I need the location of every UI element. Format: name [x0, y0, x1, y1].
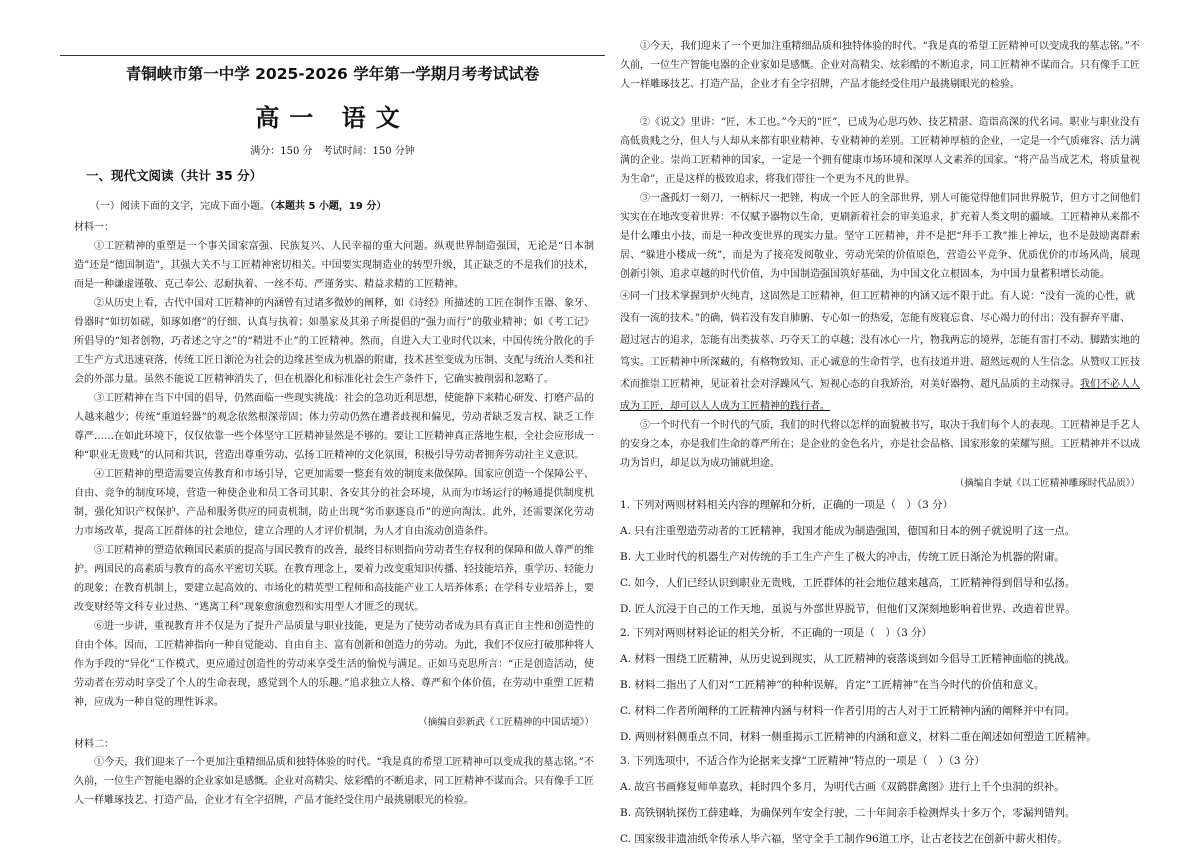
subsection-instruction: （一）阅读下面的文字，完成下面小题。 [90, 201, 270, 212]
subject-title: 高一 语文 [255, 104, 410, 132]
material-two-label: 材料二： [74, 739, 114, 750]
option-b[interactable]: B. 高铁钢轨探伤工薛建峰，为确保列车安全行驶，二十年间亲手检测焊头十多万个，零漏判错判。 [620, 807, 1076, 819]
question-2 [620, 625, 1140, 745]
material-two-paragraph: ②《说文》里讲：“匠，木工也。”今天的“匠”，已成为心思巧妙、技艺精湛、造诣高深的代名词。职业与职业没有高低贵贱之分，但人与人却从来都有职业精神、专业精神的差别。工匠精神厚植的企业，一定是一个气质雍容、活力满满的企业。崇尚工匠精神的国家，一定是一个拥有健康市场环境和深厚人文素养的国家。“将产品当成艺术，将质量视为生命”，正是这样的极致追求，将我们带往一个更为不凡的世界。 [620, 117, 1140, 185]
score-info: 满分：150 分 考试时间：150 分钟 [250, 146, 415, 157]
question-1 [620, 497, 1140, 617]
material-two-paragraph-text: ①今天，我们迎来了一个更加注重精细品质和独特体验的时代。“我是真的希望工匠精神可以变成我的墓志铭。”不久前，一位生产智能电器的企业家如是感慨。企业对高精尖、炫彩酷的不断追求，同工匠精神不谋而合。只有像手工匠人一样雕琢技艺、打造产品，企业才有全字招牌，产品才能经受住用户最挑剔眼光的检验。 [620, 41, 1140, 90]
option-a[interactable]: A. 故宫书画修复师单嘉玖，耗时四个多月，为明代古画《双鹤群禽图》进行上千个虫洞的织补。 [620, 781, 1065, 793]
question-stem: 1. 下列对两则材料相关内容的理解和分析，正确的一项是（ ）（3 分） [620, 499, 954, 511]
material-two-paragraph: ⑤一个时代有一个时代的气质，我们的时代将以怎样的面貌被书写，取决于我们每个人的表现。工匠精神是手艺人的安身之本，亦是我们生命的尊严所在；是企业的金色名片，亦是社会品格、国家形象的荣耀写照。工匠精神并不以成功为旨归，却足以为成功铺就坦途。 [620, 420, 1140, 469]
option-a[interactable]: A. 只有注重塑造劳动者的工匠精神，我国才能成为制造强国，德国和日本的例子就说明了这一点。 [620, 525, 1076, 537]
material-two-paragraph-cont [620, 41, 1140, 113]
material-two-paragraph-start: ①今天，我们迎来了一个更加注重精细品质和独特体验的时代。“我是真的希望工匠精神可以变成我的墓志铭。”不久前，一位生产智能电器的企业家如是感慨。企业对高精尖、炫彩酷的不断追求，同工匠精神不谋而合。只有像手工匠人一样雕琢技艺、打造产品，企业才有全字招牌，产品才能经受住用户最挑剔眼光的检验。 [74, 757, 594, 806]
material-two-paragraph: ③一盏孤灯一刻刀，一柄标尺一把锉，构成一个匠人的全部世界，别人可能觉得他们同世界脱节，但方寸之间他们实实在在地改变着世界：不仅赋予器物以生命，更刷新着社会的审美追求，扩充着人类文明的疆域。工匠精神从来都不是什么雕虫小技，而是一种改变世界的现实力量。坚守工匠精神，并不是把“拜手工教”推上神坛，也不是鼓励离群索居、“躲进小楼成一统”，而是为了接亮发阅敬业、劳动光荣的价值原色，营造公平竞争、优质优价的市场风尚，展现创新引领、追求卓越的时代价值，为中国制造强国筑好基础，为中国文化立根固本，为中国力量蓄积增长动能。 [620, 193, 1140, 280]
option-d[interactable]: D. 匠人沉浸于自己的工作天地，虽说与外部世界脱节，但他们又深刻地影响着世界、改造着世界。 [620, 603, 1076, 615]
question-stem: 2. 下列对两则材料论证的相关分析，不正确的一项是（ ）（3 分） [620, 627, 933, 639]
material-one-label: 材料一： [74, 222, 114, 233]
exam-title: 青铜峡市第一中学 2025-2026 学年第一学期月考考试试卷 [125, 65, 540, 83]
option-c[interactable]: C. 国家级非遗油纸伞传承人毕六福，坚守全手工制作96道工序，让古老技艺在创新中薪火相传。 [620, 833, 1068, 845]
material-two-continued [620, 41, 1140, 847]
material-one-source: （摘编自彭新武《工匠精神的中国话境》） [418, 717, 594, 728]
header-rule [60, 55, 605, 56]
question-stem: 3. 下列选项中，不适合作为论据来支撑“工匠精神”特点的一项是（ ）（3 分） [620, 755, 985, 767]
material-one-paragraph: ②从历史上看，古代中国对工匠精神的内涵曾有过诸多微妙的阐释，如《诗经》所描述的工匠在制作玉器、象牙、骨器时“如切如磋，如琢如磨”的仔细、认真与执着；如墨家及其弟子所提倡的“强力而行”的敬业精神；如《考工记》所倡导的“知者创物，巧者述之守之”的“精进不止”的工匠精神。然而，自进入大工业时代以来，中国传统分散化的手工生产方式迅速衰落，传统工匠日渐沦为社会的边缘甚至成为机器的附庸，技术甚至变成为压制、支配与统治人类和社会的外部力量。虽然不能说工匠精神消失了，但在机器化和标准化社会生产条件下，它确实被削弱和忽略了。 [74, 298, 594, 385]
material-one [74, 219, 594, 806]
material-two-source: （摘编自李斌《以工匠精神雕琢时代品质》） [954, 478, 1140, 489]
material-one-paragraph: ①工匠精神的重塑是一个事关国家富强、民族复兴、人民幸福的重大问题。纵观世界制造强国，无论是“日本制造”还是“德国制造”，其强大关不与工匠精神密切相关。中国要实现制造业的转型升级，其正缺乏的不是我们的技术，而是一种谦虚谨敬、克己奉公、忍耐执着、一丝不苟、严谨务实、精益求精的工匠精神。 [74, 241, 594, 290]
subsection-title [90, 197, 386, 212]
material-two-paragraph: ④同一门技术掌握到炉火纯青，这固然是工匠精神，但工匠精神的内涵又远不限于此。有人说：“没有一流的心性，就没有一流的技术。”的确，倘若没有发自肺腑、专心如一的热爱，怎能有废寝忘食、尽心竭力的付出；没有摒弃平庸、超过冠古的追求，怎能有出类拔萃、巧夺天工的卓越；没有冰心一片，物我两忘的境界，怎能有雷打不动、脚踏实地的笃实。工匠精神中所深藏的，有格物致知、正心诚意的生命哲学，也有技道并进、超然远观的人生信念。从赞叹工匠技术而推崇工匠精神，见证着社会对浮躁风气、短视心态的自我矫治，对美好器物、超凡品质的主动探寻。 [620, 291, 1140, 390]
section-title: 一、现代文阅读（共计 35 分） [86, 168, 263, 183]
option-c[interactable]: C. 材料二作者所阐释的工匠精神内涵与材料一作者引用的古人对于工匠精神内涵的阐释并中有同。 [620, 705, 1076, 717]
option-b[interactable]: B. 大工业时代的机器生产对传统的手工生产产生了极大的冲击，传统工匠日渐沦为机器的附庸。 [620, 551, 1065, 563]
question-3 [620, 753, 1140, 847]
option-d[interactable]: D. 两则材料侧重点不同，材料一侧重揭示工匠精神的内涵和意义，材料二重在阐述如何塑造工匠精神。 [620, 731, 1097, 743]
material-one-paragraph: ③工匠精神在当下中国的倡导，仍然面临一些现实挑战：社会的急功近利思想，使能静下来精心研发、打磨产品的人越来越少；传统“重道轻器”的观念依然根深蒂固；体力劳动仍然在遭者歧视和偏见，劳动者缺乏发言权、缺乏工作尊严……在如此环境下，仅仅依靠一些个体坚守工匠精神显然是不够的。要让工匠精神真正落地生根，全社会应形成一种“职业无贵贱”的认同和共识，营造出尊重劳动、弘扬工匠精神的文化氛围，积极引导劳动者拥奔劳动社主义意识。 [74, 393, 594, 461]
subsection-note: （本题共 5 小题，19 分） [270, 201, 387, 212]
option-a[interactable]: A. 材料一围绕工匠精神，从历史说到现实，从工匠精神的衰落谈到如今倡导工匠精神面临的挑战。 [620, 653, 1076, 665]
material-two-underlined-sentence: 我们不必人人成为工匠，却可以人人成为工匠精神的践行者。 [620, 379, 1140, 412]
material-one-paragraph: ④工匠精神的塑造需要宣传教育和市场引导，它更加需要一整套有效的制度来做保障。国家应创造一个保障公平、自由、竞争的制度环境，营造一种使企业和员工各司其职、各安其分的社会环境，从而为市场运行的畅通提供制度机制，强化知识产权保护、产品和服务供应的同责机制，防止出现“劣币驱逐良币”的逆向淘汰。此外，还需要深化劳动力市场改革，提高工匠群体的社会地位，建立合理的人才评价机制，为人才自由流动创造条件。 [74, 469, 594, 537]
material-one-paragraph: ⑥进一步讲，重视教育并不仅是为了提升产品质量与职业技能，更是为了使劳动者成为具有真正自主性和创造性的自由个体。因而，工匠精神指向一种自觉能动、自由自主、富有创新和创造力的劳动。为此，我们不仅应打破那种将人作为手段的“异化”工作模式，更应通过创造性的劳动来享受生活的愉悦与满足。正如马克思所言：“正是创造活动，使劳动者在劳动时享受了个人的生命表现，感觉到个人的乐趣。”追求独立人格、尊严和个体价值，在劳动中重塑工匠精神，应成为一种自觉的理性诉求。 [74, 621, 594, 708]
option-c[interactable]: C. 如今，人们已经认识到职业无贵贱，工匠群体的社会地位越来越高，工匠精神得到倡导和弘扬。 [620, 577, 1076, 589]
option-b[interactable]: B. 材料二指出了人们对“工匠精神”的种种误解，肯定“工匠精神”在当今时代的价值和意义。 [620, 679, 1045, 691]
material-one-paragraph: ⑤工匠精神的塑造依赖国民素质的提高与国民教育的改善，最终目标则指向劳动者生存权利的保障和做人尊严的维护。两国民的高素质与教育的高水平密切关联。在教育理念上，要着力改变重知识传播、轻技能培养，重学历、轻能力的现象；在教育机制上，要建立起高效的、市场化的精英型工程师和高技能产业工人培养体系；在学科专业培养上，要改变财经等文科专业过热、“逃离工科”现象愈演愈烈和实用型人才匮乏的现状。 [74, 545, 594, 613]
